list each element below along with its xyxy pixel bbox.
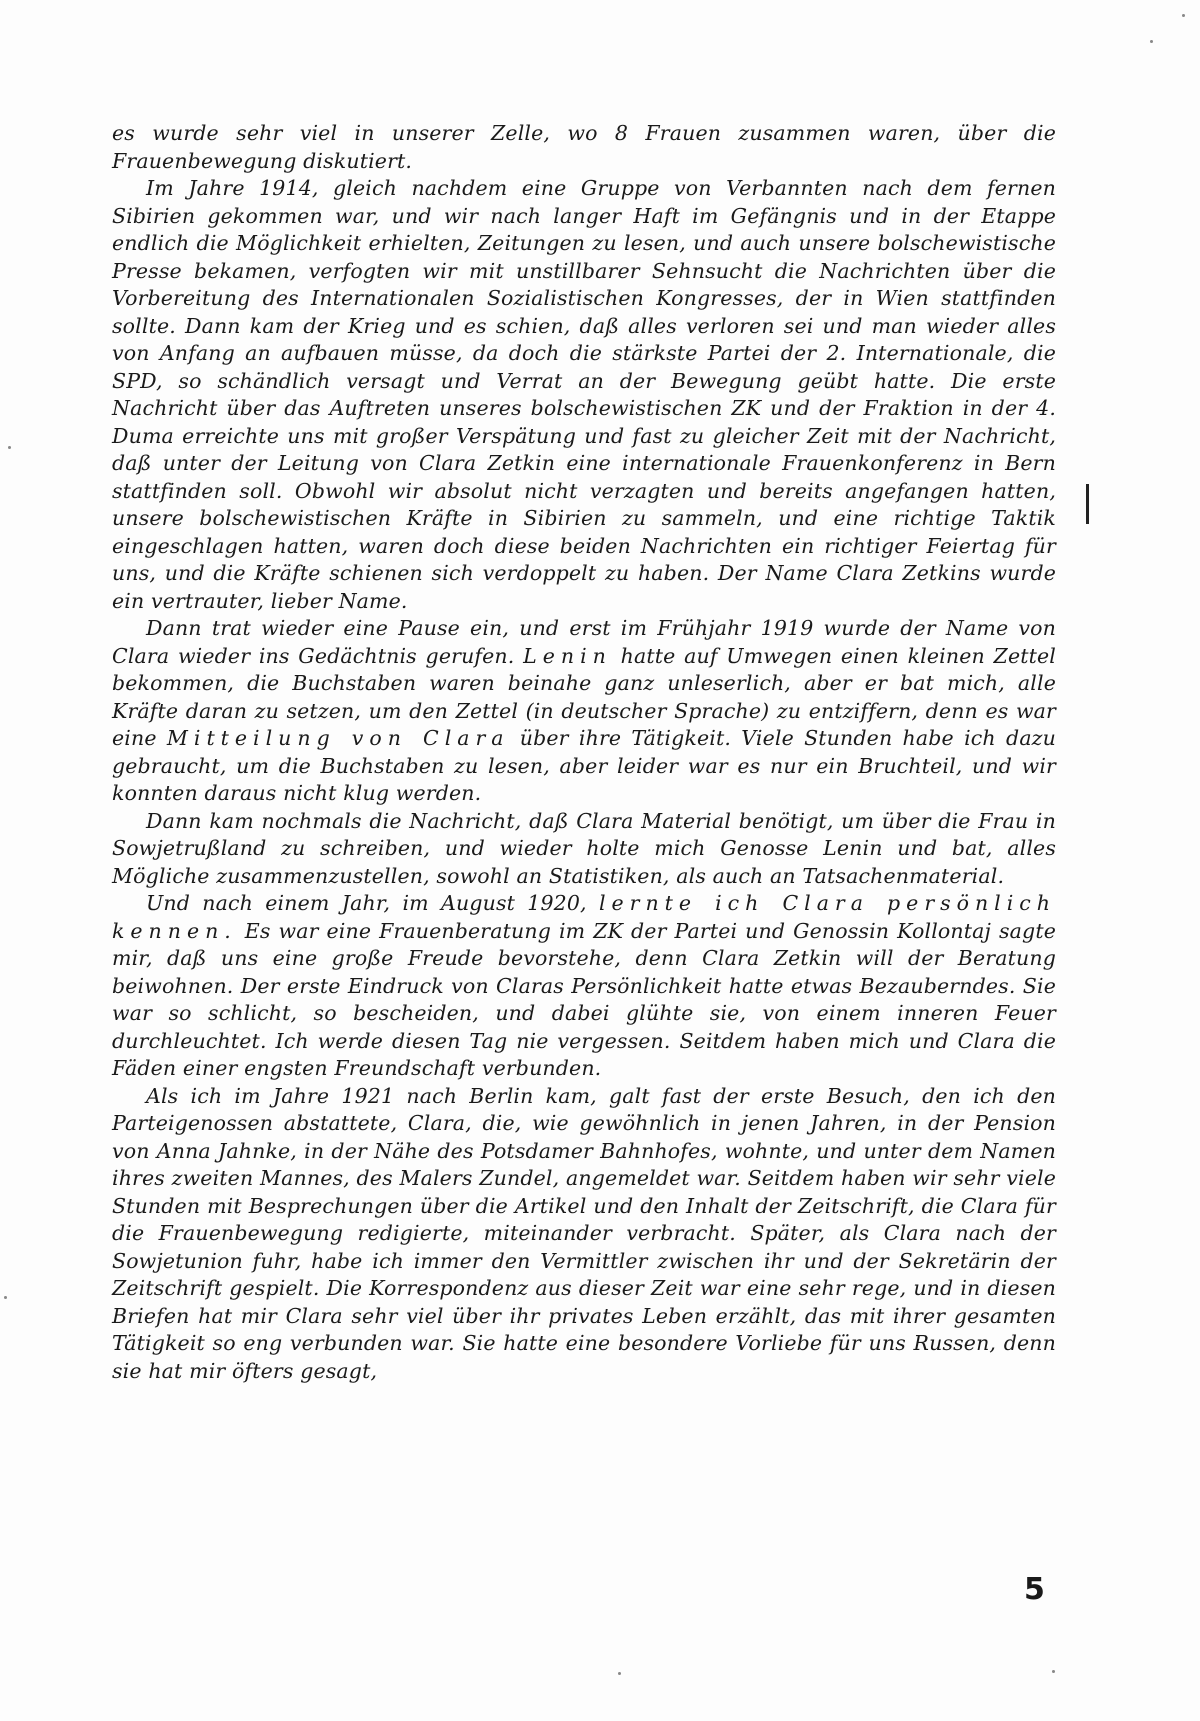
scan-speck [1182, 14, 1185, 17]
scan-speck [8, 446, 11, 449]
emphasized-text: lernte ich Clara persönlich kennen. [112, 891, 1056, 943]
emphasized-text: Lenin [523, 643, 612, 668]
paragraph-text: Es war eine Frauenberatung im ZK der Partei und Genossin Kollontaj sagte mir, daß uns eine große Freude bevorstehe, denn Clara Zetkin will der Beratung beiwohnen. Der erste Eindruck von Claras Persönlichkeit hatte etwas Bezauberndes. Sie war so schlicht, so bescheiden, und dabei glühte sie, von einem inneren Feuer durchleuchtet. Ich werde diesen Tag nie vergessen. Seitdem haben mich und Clara die Fäden einer engsten Freundschaft verbunden. [112, 918, 1056, 1080]
paragraph-text: es wurde sehr viel in unserer Zelle, wo 8 Frauen zusammen waren, über die Frauenbewegung diskutiert. [112, 121, 1056, 173]
paragraph [112, 615, 1056, 808]
paragraph-text: Dann kam nochmals die Nachricht, daß Clara Material benötigt, um über die Frau in Sowjetrußland zu schreiben, und wieder holte mich Genosse Lenin und bat, alles Mögliche zusammenzustellen, sowohl an Statistiken, als auch an Tatsachenmaterial. [112, 808, 1056, 888]
paragraph-text: hatte auf Umwegen einen kleinen Zettel bekommen, die Buchstaben waren beinahe ganz unleserlich, aber er bat mich, alle Kräfte daran zu setzen, um den Zettel (in deutscher Sprache) zu entziffern, denn es war eine [112, 643, 1056, 750]
paragraph [112, 175, 1056, 615]
emphasized-text: Mitteilung von Clara [166, 726, 510, 750]
scan-speck [1052, 1670, 1055, 1673]
page-number: 5 [1024, 1572, 1045, 1607]
paragraph-text: über ihre Tätigkeit. Viele Stunden habe ich dazu gebraucht, um die Buchstaben zu lesen, aber leider war es nur ein Bruchteil, und wir konnten daraus nicht klug werden. [112, 726, 1056, 805]
scan-speck [4, 1296, 7, 1299]
paragraph [112, 890, 1056, 1083]
margin-mark [1086, 484, 1089, 524]
paragraph-text: Und nach einem Jahr, im August 1920, [146, 891, 599, 915]
body-text [112, 120, 1056, 1385]
scan-speck [1150, 40, 1153, 43]
paragraph [112, 1083, 1056, 1386]
paragraph-text: Dann trat wieder eine Pause ein, und erst im Frühjahr 1919 wurde der Name von Clara wieder ins Gedächtnis gerufen. [112, 616, 1056, 668]
paragraph-text: Im Jahre 1914, gleich nachdem eine Gruppe von Verbannten nach dem fernen Sibirien gekommen war, und wir nach langer Haft im Gefängnis und in der Etappe endlich die Möglichkeit erhielten, Zeitungen zu lesen, und auch unsere bolschewistische Presse bekamen, verfogten wir mit unstillbarer Sehnsucht die Nachrichten über die Vorbereitung des Internationalen Sozialistischen Kongresses, der in Wien stattfinden sollte. Dann kam der Krieg und es schien, daß alles verloren sei und man wieder alles von Anfang an aufbauen müsse, da doch die stärkste Partei der 2. Internationale, die SPD, so schändlich versagt und Verrat an der Bewegung geübt hatte. Die erste Nachricht über das Auftreten unseres bolschewistischen ZK und der Fraktion in der 4. Duma erreichte uns mit großer Verspätung und fast zu gleicher Zeit mit der Nachricht, daß unter der Leitung von Clara Zetkin eine internationale Frauenkonferenz in Bern stattfinden soll. Obwohl wir absolut nicht verzagten und bereits angefangen hatten, unsere bolschewistischen Kräfte in Sibirien zu sammeln, und eine richtige Taktik eingeschlagen hatten, waren doch diese beiden Nachrichten ein richtiger Feiertag für uns, und die Kräfte schienen sich verdoppelt zu haben. Der Name Clara Zetkins wurde ein vertrauter, lieber Name. [112, 176, 1056, 613]
paragraph [112, 120, 1056, 175]
paragraph [112, 808, 1056, 891]
scan-speck [618, 1672, 621, 1675]
paragraph-text: Als ich im Jahre 1921 nach Berlin kam, galt fast der erste Besuch, den ich den Parteigenossen abstattete, Clara, die, wie gewöhnlich in jenen Jahren, in der Pension von Anna Jahnke, in der Nähe des Potsdamer Bahnhofes, wohnte, und unter dem Namen ihres zweiten Mannes, des Malers Zundel, angemeldet war. Seitdem haben wir sehr viele Stunden mit Besprechungen über die Artikel und den Inhalt der Zeitschrift, die Clara für die Frauenbewegung redigierte, miteinander verbracht. Später, als Clara nach der Sowjetunion fuhr, habe ich immer den Vermittler zwischen ihr und der Sekretärin der Zeitschrift gespielt. Die Korrespondenz aus dieser Zeit war eine sehr rege, und in diesen Briefen hat mir Clara sehr viel über ihr privates Leben erzählt, das mit ihrer gesamten Tätigkeit so eng verbunden war. Sie hatte eine besondere Vorliebe für uns Russen, denn sie hat mir öfters gesagt, [112, 1083, 1056, 1383]
